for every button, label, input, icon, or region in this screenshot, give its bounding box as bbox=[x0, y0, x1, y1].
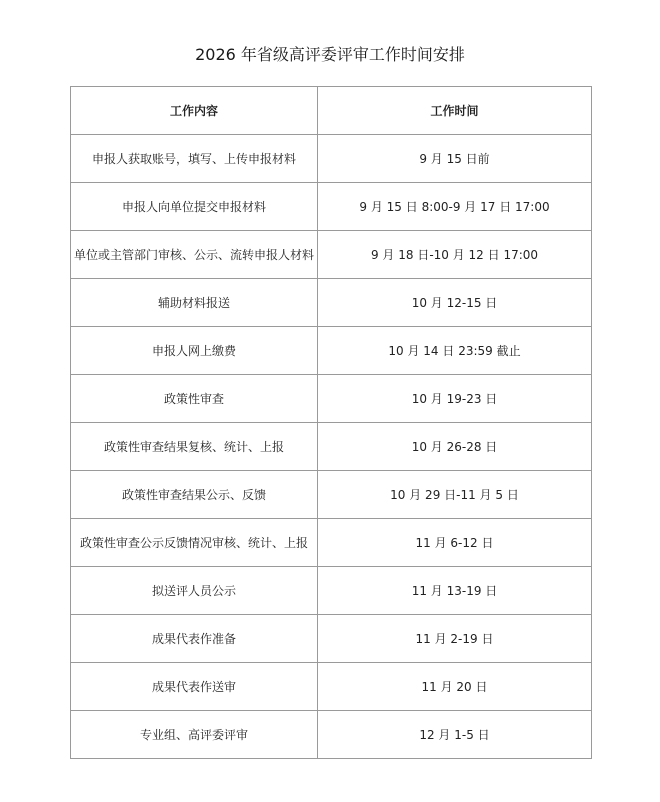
work-content-cell: 申报人向单位提交申报材料 bbox=[71, 183, 318, 231]
table-row bbox=[71, 231, 592, 279]
work-time-cell: 10 月 12-15 日 bbox=[318, 279, 592, 327]
header-work-time: 工作时间 bbox=[318, 87, 592, 135]
work-content-cell: 政策性审查公示反馈情况审核、统计、上报 bbox=[71, 519, 318, 567]
work-content-cell: 专业组、高评委评审 bbox=[71, 711, 318, 759]
work-content-cell: 单位或主管部门审核、公示、流转申报人材料 bbox=[71, 231, 318, 279]
work-time-cell: 11 月 2-19 日 bbox=[318, 615, 592, 663]
table-row bbox=[71, 375, 592, 423]
table-row bbox=[71, 567, 592, 615]
work-time-cell: 9 月 18 日-10 月 12 日 17:00 bbox=[318, 231, 592, 279]
work-content-cell: 政策性审查 bbox=[71, 375, 318, 423]
work-content-cell: 辅助材料报送 bbox=[71, 279, 318, 327]
work-content-cell: 成果代表作送审 bbox=[71, 663, 318, 711]
work-time-cell: 10 月 14 日 23:59 截止 bbox=[318, 327, 592, 375]
work-content-cell: 政策性审查结果公示、反馈 bbox=[71, 471, 318, 519]
header-work-content: 工作内容 bbox=[71, 87, 318, 135]
document-title: 2026 年省级高评委评审工作时间安排 bbox=[195, 45, 465, 64]
work-time-cell: 10 月 19-23 日 bbox=[318, 375, 592, 423]
work-content-cell: 拟送评人员公示 bbox=[71, 567, 318, 615]
work-content-cell: 成果代表作准备 bbox=[71, 615, 318, 663]
work-content-cell: 申报人获取账号，填写、上传申报材料 bbox=[71, 135, 318, 183]
work-time-cell: 9 月 15 日前 bbox=[318, 135, 592, 183]
work-time-cell: 11 月 6-12 日 bbox=[318, 519, 592, 567]
work-time-cell: 10 月 26-28 日 bbox=[318, 423, 592, 471]
work-content-cell: 申报人网上缴费 bbox=[71, 327, 318, 375]
table-row bbox=[71, 519, 592, 567]
work-time-cell: 11 月 20 日 bbox=[318, 663, 592, 711]
table-row bbox=[71, 423, 592, 471]
table-row bbox=[71, 663, 592, 711]
table-row bbox=[71, 471, 592, 519]
table-row bbox=[71, 183, 592, 231]
table-row bbox=[71, 711, 592, 759]
table-row bbox=[71, 279, 592, 327]
work-content-cell: 政策性审查结果复核、统计、上报 bbox=[71, 423, 318, 471]
table-row bbox=[71, 327, 592, 375]
table-row bbox=[71, 135, 592, 183]
table-row bbox=[71, 615, 592, 663]
work-time-cell: 11 月 13-19 日 bbox=[318, 567, 592, 615]
table-header-row bbox=[71, 87, 592, 135]
work-time-cell: 10 月 29 日-11 月 5 日 bbox=[318, 471, 592, 519]
work-time-cell: 12 月 1-5 日 bbox=[318, 711, 592, 759]
work-time-cell: 9 月 15 日 8:00-9 月 17 日 17:00 bbox=[318, 183, 592, 231]
schedule-table bbox=[70, 86, 592, 759]
